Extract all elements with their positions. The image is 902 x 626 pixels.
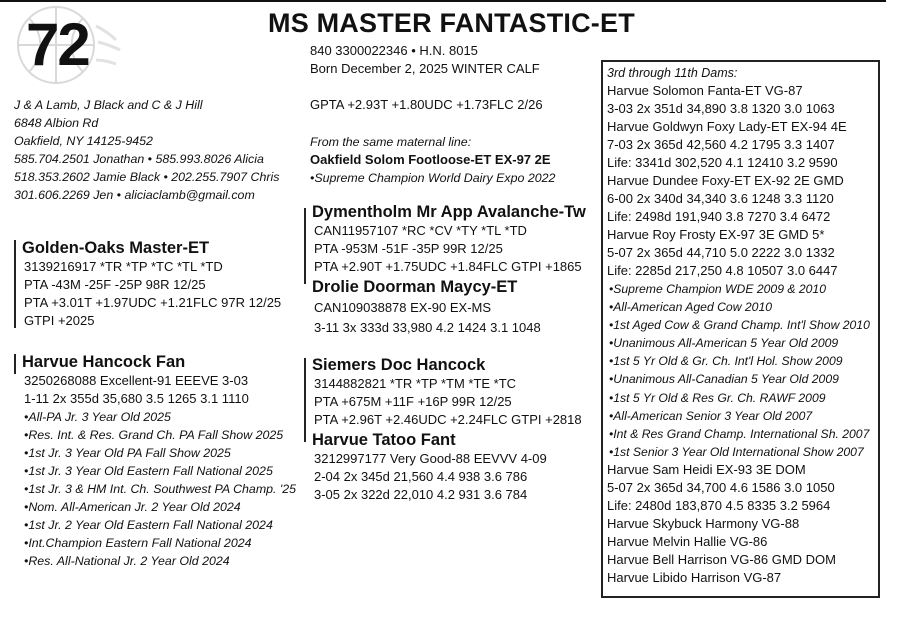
sire-sire-line: PTA +2.90T +1.75UDC +1.84FLC GTPI +1865 — [314, 259, 582, 274]
dam-sire-line: 3144882821 *TR *TP *TM *TE *TC — [314, 376, 517, 391]
sire-sire-block — [312, 202, 586, 276]
dam-entry-honor: •1st 5 Yr Old & Res Gr. Ch. RAWF 2009 — [609, 390, 826, 405]
dam-entry-name: Harvue Solomon Fanta-ET VG-87 — [607, 83, 803, 98]
dam-honor: •1st Jr. 3 Year Old Eastern Fall National 2025 — [24, 464, 273, 478]
dam-dam-name: Harvue Tatoo Fant — [312, 431, 456, 449]
dam-sire-bracket — [304, 358, 306, 442]
dam-entry-honor: •1st 5 Yr Old & Gr. Ch. Int'l Hol. Show 2009 — [609, 354, 843, 369]
dam-entry-honor: •Unanimous All-Canadian 5 Year Old 2009 — [609, 372, 839, 387]
sire-sire-line: PTA -953M -51F -35P 99R 12/25 — [314, 241, 503, 256]
dam-entry-honor: •Unanimous All-American 5 Year Old 2009 — [609, 336, 839, 351]
dam-bracket — [14, 354, 16, 374]
dam-honor: •Int.Champion Eastern Fall National 2024 — [24, 536, 252, 550]
dam-entry-record: Life: 3341d 302,520 4.1 12410 3.2 9590 — [607, 155, 838, 170]
consignor-line: 301.606.2269 Jen • aliciaclamb@gmail.com — [14, 188, 255, 202]
dam-honor: •All-PA Jr. 3 Year Old 2025 — [24, 410, 171, 424]
dam-entry-record: Life: 2498d 191,940 3.8 7270 3.4 6472 — [607, 209, 831, 224]
dam-honor: •1st Jr. 3 Year Old PA Fall Show 2025 — [24, 446, 231, 460]
dam-entry-name: Harvue Libido Harrison VG-87 — [607, 569, 782, 585]
sire-block — [22, 238, 281, 330]
dam-honor: •Res. All-National Jr. 2 Year Old 2024 — [24, 554, 230, 568]
dam-entry-name: Harvue Goldwyn Foxy Lady-ET EX-94 4E — [607, 119, 847, 134]
dam-dam-line: 2-04 2x 345d 21,560 4.4 938 3.6 786 — [314, 469, 528, 484]
sire-line: PTA -43M -25F -25P 98R 12/25 — [24, 277, 206, 292]
dam-block — [22, 352, 296, 570]
consignor-line: J & A Lamb, J Black and C & J Hill — [14, 98, 203, 112]
dam-entry-honor: •1st Senior 3 Year Old International Show 2007 — [609, 444, 864, 459]
sire-line: PTA +3.01T +1.97UDC +1.21FLC 97R 12/25 — [24, 295, 282, 310]
lot-badge — [4, 4, 122, 86]
sire-line: GTPI +2025 — [24, 313, 95, 328]
dam-sire-line: PTA +675M +11F +16P 99R 12/25 — [314, 394, 512, 409]
dam-entry-honor: •Supreme Champion WDE 2009 & 2010 — [609, 282, 826, 296]
sire-line: 3139216917 *TR *TP *TC *TL *TD — [24, 259, 223, 274]
consignor-line: 6848 Albion Rd — [14, 116, 99, 130]
maternal-line-block — [310, 133, 555, 187]
gptp-line: GPTA +2.93T +1.80UDC +1.73FLC 2/26 — [310, 97, 543, 112]
dam-entry-honor: •1st Aged Cow & Grand Champ. Int'l Show 2010 — [609, 318, 870, 333]
dam-sire-block — [312, 355, 582, 429]
sire-dam-line: CAN109038878 EX-90 EX-MS — [314, 300, 492, 315]
dam-honor: •Nom. All-American Jr. 2 Year Old 2024 — [24, 500, 241, 514]
dams-heading: 3rd through 11th Dams: — [607, 66, 738, 80]
dam-entry-record: 3-03 2x 351d 34,890 3.8 1320 3.0 1063 — [607, 101, 835, 116]
sire-dam-block — [312, 277, 541, 337]
dam-dam-line: 3212997177 Very Good-88 EEVVV 4-09 — [314, 451, 547, 466]
dam-sire-name: Siemers Doc Hancock — [312, 356, 486, 374]
dam-entry-record: 5-07 2x 365d 44,710 5.0 2222 3.0 1332 — [607, 245, 835, 260]
dam-entry-record: 7-03 2x 365d 42,560 4.2 1795 3.3 1407 — [607, 137, 835, 152]
sire-sire-line: CAN11957107 *RC *CV *TY *TL *TD — [314, 223, 527, 238]
dam-entry-name: Harvue Sam Heidi EX-93 3E DOM — [607, 461, 806, 477]
animal-title: MS MASTER FANTASTIC-ET — [268, 8, 635, 38]
consignor-line: 518.353.2602 Jamie Black • 202.255.7907 Chris — [14, 170, 280, 184]
dam-line: 1-11 2x 355d 35,680 3.5 1265 3.1 1110 — [24, 391, 249, 406]
dam-entry-name: Harvue Roy Frosty EX-97 3E GMD 5* — [607, 227, 825, 242]
sire-name: Golden-Oaks Master-ET — [22, 239, 210, 257]
dam-entry-record: 5-07 2x 365d 34,700 4.6 1586 3.0 1050 — [607, 479, 835, 495]
dam-entry-record: Life: 2285d 217,250 4.8 10507 3.0 6447 — [607, 263, 838, 278]
dam-dam-line: 3-05 2x 322d 22,010 4.2 931 3.6 784 — [314, 487, 528, 502]
maternal-note: •Supreme Champion World Dairy Expo 2022 — [310, 171, 556, 185]
maternal-name: Oakfield Solom Footloose-ET EX-97 2E — [310, 152, 551, 167]
maternal-heading: From the same maternal line: — [310, 135, 472, 149]
dam-entry-honor: •All-American Senior 3 Year Old 2007 — [609, 408, 813, 423]
registration-line: 840 3300022346 • H.N. 8015 — [310, 43, 478, 58]
dam-honor: •Res. Int. & Res. Grand Ch. PA Fall Show 2025 — [24, 428, 284, 442]
consignor-line: 585.704.2501 Jonathan • 585.993.8026 Alicia — [14, 152, 264, 166]
sire-dam-line: 3-11 3x 333d 33,980 4.2 1424 3.1 1048 — [314, 320, 541, 335]
dam-entry-record: 6-00 2x 340d 34,340 3.6 1248 3.3 1120 — [607, 191, 834, 206]
dam-entry-name: Harvue Melvin Hallie VG-86 — [607, 533, 768, 549]
sire-dam-name: Drolie Doorman Maycy-ET — [312, 278, 518, 296]
sire-bracket — [14, 240, 16, 328]
dams-list — [607, 64, 870, 587]
birth-date-line: Born December 2, 2025 WINTER CALF — [310, 61, 540, 76]
dam-entry-name: Harvue Dundee Foxy-ET EX-92 2E GMD — [607, 173, 844, 188]
dam-line: 3250268088 Excellent-91 EEEVE 3-03 — [24, 373, 249, 388]
dam-honor: •1st Jr. 2 Year Old Eastern Fall National 2024 — [24, 518, 273, 532]
dam-entry-honor: •Int & Res Grand Champ. International Sh. 2007 — [609, 426, 870, 441]
dam-sire-line: PTA +2.96T +2.46UDC +2.24FLC GTPI +2818 — [314, 412, 582, 427]
top-rule — [0, 0, 886, 2]
dam-entry-record: Life: 2480d 183,870 4.5 8335 3.2 5964 — [607, 497, 831, 513]
dam-entry-name: Harvue Bell Harrison VG-86 GMD DOM — [607, 551, 836, 567]
lot-number: 72 — [26, 11, 89, 78]
dam-name: Harvue Hancock Fan — [22, 353, 186, 371]
consignor-line: Oakfield, NY 14125-9452 — [14, 134, 153, 148]
consignor-block — [14, 96, 279, 204]
sire-sire-bracket — [304, 208, 306, 284]
dam-entry-name: Harvue Skybuck Harmony VG-88 — [607, 515, 800, 531]
dam-entry-honor: •All-American Aged Cow 2010 — [609, 300, 773, 315]
sire-sire-name: Dymentholm Mr App Avalanche-Tw — [312, 203, 586, 221]
dam-dam-block — [312, 430, 547, 504]
dam-honor: •1st Jr. 3 & HM Int. Ch. Southwest PA Champ. '25 — [24, 482, 297, 496]
